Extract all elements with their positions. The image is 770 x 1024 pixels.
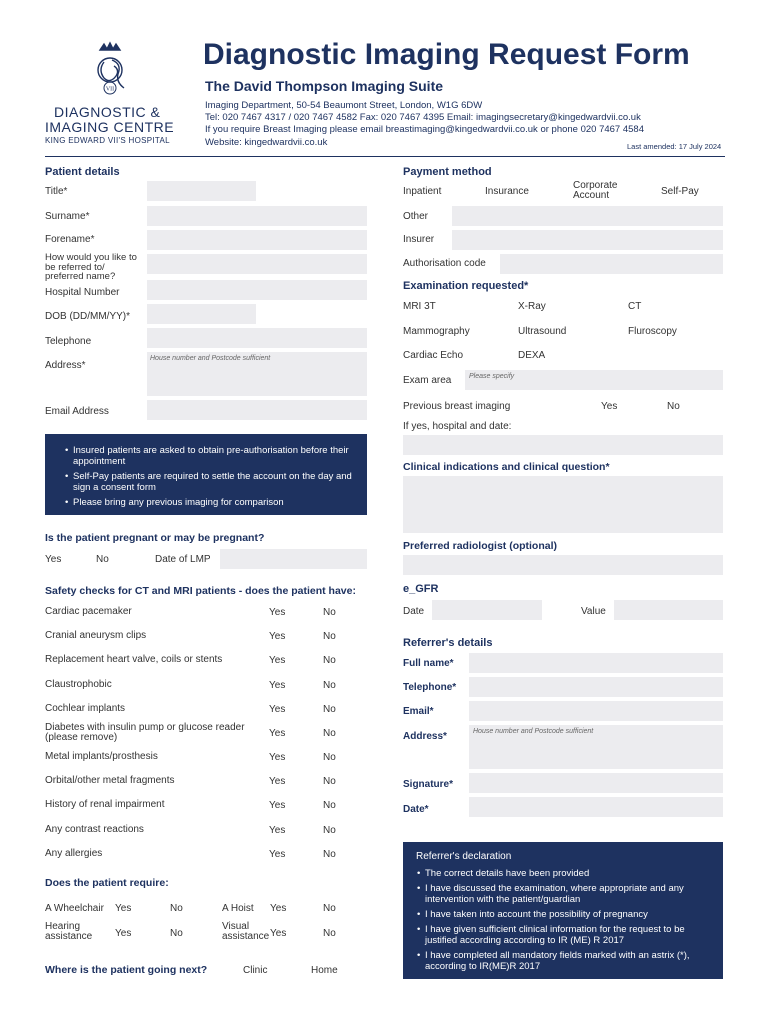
pregnant-yes[interactable]: Yes <box>45 554 62 565</box>
note-item: • Insured patients are asked to obtain pre-authorisation before their appointment <box>73 445 355 467</box>
clinical-heading: Clinical indications and clinical question* <box>403 461 610 473</box>
safety-yes-option[interactable]: Yes <box>269 849 286 860</box>
note-item: • Self-Pay patients are required to settle the account on the day and sign a consent form <box>73 471 355 493</box>
website-line: Website: kingedwardvii.co.uk <box>205 137 328 148</box>
prev-breast-label: Previous breast imaging <box>403 401 511 412</box>
exam-option[interactable]: X-Ray <box>518 301 546 312</box>
referrer-address-hint: House number and Postcode sufficient <box>473 728 594 735</box>
safety-heading: Safety checks for CT and MRI patients - does the patient have: <box>45 585 356 597</box>
payment-inpatient[interactable]: Inpatient <box>403 186 442 197</box>
last-amended: Last amended: 17 July 2024 <box>627 142 722 151</box>
referrer-address-field[interactable] <box>469 725 723 769</box>
lmp-field[interactable] <box>220 549 367 569</box>
payment-selfpay[interactable]: Self-Pay <box>661 186 699 197</box>
safety-row <box>45 825 367 847</box>
safety-no-option[interactable]: No <box>323 728 336 739</box>
safety-row <box>45 680 367 702</box>
exam-area-field[interactable] <box>465 370 723 390</box>
clinical-field[interactable] <box>403 476 723 533</box>
referrer-email-field[interactable] <box>469 701 723 721</box>
exam-option[interactable]: Fluroscopy <box>628 326 677 337</box>
safety-item-label: Claustrophobic <box>45 679 112 690</box>
page-title: Diagnostic Imaging Request Form <box>203 38 690 71</box>
prev-breast-yes[interactable]: Yes <box>601 401 618 412</box>
telephone-label: Telephone <box>45 336 92 347</box>
safety-no-option[interactable]: No <box>323 704 336 715</box>
hoist-no[interactable]: No <box>323 903 336 914</box>
safety-no-option[interactable]: No <box>323 631 336 642</box>
email-label: Email Address <box>45 406 109 417</box>
forename-label: Forename* <box>45 234 95 245</box>
logo-hospital: KING EDWARD VII'S HOSPITAL <box>45 136 170 145</box>
declaration-heading: Referrer's declaration <box>416 851 512 862</box>
going-home[interactable]: Home <box>311 965 338 976</box>
declaration-item: • I have discussed the examination, where appropriate and any intervention with the patient/guardian <box>425 883 715 905</box>
hoist-yes[interactable]: Yes <box>270 903 287 914</box>
referrer-heading: Referrer's details <box>403 637 493 649</box>
declaration-item: • I have given sufficient clinical information for the request to be justified according according to IR (ME) R 2017 <box>425 924 715 946</box>
safety-no-option[interactable]: No <box>323 607 336 618</box>
safety-item-label: Cochlear implants <box>45 703 126 714</box>
auth-code-label: Authorisation code <box>403 258 486 269</box>
insurer-label: Insurer <box>403 234 435 245</box>
pregnant-heading: Is the patient pregnant or may be pregnant? <box>45 532 265 544</box>
preferred-name-label: How would you like to be referred to/ preferred name? <box>45 252 137 282</box>
if-yes-label: If yes, hospital and date: <box>403 421 512 432</box>
visual-no[interactable]: No <box>323 928 336 939</box>
prev-breast-no[interactable]: No <box>667 401 680 412</box>
safety-item-label: Orbital/other metal fragments <box>45 775 175 786</box>
surname-label: Surname* <box>45 211 90 222</box>
email-field[interactable] <box>147 400 367 420</box>
declaration-item: • The correct details have been provided <box>425 868 715 879</box>
dept-address: Imaging Department, 50-54 Beaumont Street, London, W1G 6DW <box>205 100 483 111</box>
signature-field[interactable] <box>469 773 723 793</box>
hospital-number-label: Hospital Number <box>45 287 120 298</box>
exam-heading: Examination requested* <box>403 280 529 292</box>
pregnant-no[interactable]: No <box>96 554 109 565</box>
contact-line: Tel: 020 7467 4317 / 020 7467 4582 Fax: 020 7467 4395 Email: imagingsecretary@kingedwardvii.co.uk <box>205 112 641 123</box>
if-yes-field[interactable] <box>403 435 723 455</box>
safety-yes-option[interactable]: Yes <box>269 655 286 666</box>
other-field[interactable] <box>452 206 723 226</box>
exam-option[interactable]: DEXA <box>518 350 546 361</box>
safety-no-option[interactable]: No <box>323 849 336 860</box>
referrer-telephone-label: Telephone* <box>403 682 457 693</box>
safety-yes-option[interactable]: Yes <box>269 680 286 691</box>
hospital-number-field[interactable] <box>147 280 367 300</box>
safety-no-option[interactable]: No <box>323 680 336 691</box>
exam-options <box>403 300 723 370</box>
visual-label: Visual assistance <box>222 921 270 942</box>
referrer-name-field[interactable] <box>469 653 723 673</box>
safety-item-label: Replacement heart valve, coils or stents <box>45 654 223 665</box>
safety-row <box>45 723 367 745</box>
safety-no-option[interactable]: No <box>323 825 336 836</box>
dob-label: DOB (DD/MM/YY)* <box>45 311 130 322</box>
address-label: Address* <box>45 360 86 371</box>
title-field[interactable] <box>147 181 256 201</box>
logo <box>40 40 180 150</box>
safety-yes-option[interactable]: Yes <box>269 800 286 811</box>
safety-yes-option[interactable]: Yes <box>269 776 286 787</box>
exam-area-label: Exam area <box>403 375 452 386</box>
exam-option[interactable]: Mammography <box>403 326 470 337</box>
surname-field[interactable] <box>147 206 367 226</box>
visual-yes[interactable]: Yes <box>270 928 287 939</box>
safety-no-option[interactable]: No <box>323 655 336 666</box>
exam-option[interactable]: MRI 3T <box>403 301 436 312</box>
signature-label: Signature* <box>403 779 454 790</box>
exam-option[interactable]: CT <box>628 301 642 312</box>
wheelchair-yes[interactable]: Yes <box>115 903 132 914</box>
safety-item-label: Metal implants/prosthesis <box>45 751 158 762</box>
payment-insurance[interactable]: Insurance <box>485 186 529 197</box>
hoist-label: A Hoist <box>222 903 254 914</box>
radiologist-heading: Preferred radiologist (optional) <box>403 540 558 552</box>
referrer-email-label: Email* <box>403 706 434 717</box>
preferred-name-field[interactable] <box>147 254 367 274</box>
safety-row <box>45 800 367 822</box>
referrer-date-field[interactable] <box>469 797 723 817</box>
referrer-telephone-field[interactable] <box>469 677 723 697</box>
safety-item-label: History of renal impairment <box>45 799 165 810</box>
address-field[interactable] <box>147 352 367 396</box>
referrer-date-label: Date* <box>403 804 429 815</box>
safety-row <box>45 849 367 871</box>
suite-name: The David Thompson Imaging Suite <box>205 78 444 94</box>
referrer-name-label: Full name* <box>403 658 454 669</box>
logo-name-line2: IMAGING CENTRE <box>45 119 175 135</box>
safety-no-option[interactable]: No <box>323 800 336 811</box>
safety-row <box>45 607 367 629</box>
safety-row <box>45 631 367 653</box>
egfr-value-label: Value <box>581 606 606 617</box>
safety-checks-list <box>45 600 367 870</box>
safety-row <box>45 752 367 774</box>
safety-yes-option[interactable]: Yes <box>269 607 286 618</box>
auth-code-field[interactable] <box>500 254 723 274</box>
crown-monogram-icon <box>40 40 180 102</box>
going-clinic[interactable]: Clinic <box>243 965 268 976</box>
hearing-yes[interactable]: Yes <box>115 928 132 939</box>
safety-yes-option[interactable]: Yes <box>269 752 286 763</box>
payment-corporate[interactable]: Corporate Account <box>573 180 618 201</box>
safety-item-label: Cranial aneurysm clips <box>45 630 147 641</box>
safety-yes-option[interactable]: Yes <box>269 631 286 642</box>
lmp-label: Date of LMP <box>155 554 211 565</box>
hearing-label: Hearing assistance <box>45 921 93 942</box>
wheelchair-no[interactable]: No <box>170 903 183 914</box>
safety-row <box>45 655 367 677</box>
referrer-address-label: Address* <box>403 731 447 742</box>
payment-heading: Payment method <box>403 166 492 178</box>
logo-name-line1: DIAGNOSTIC & <box>54 104 161 120</box>
egfr-value-field[interactable] <box>614 600 723 620</box>
insurer-field[interactable] <box>452 230 723 250</box>
safety-item-label: Any allergies <box>45 848 103 859</box>
patient-heading: Patient details <box>45 166 120 178</box>
exam-option[interactable]: Cardiac Echo <box>403 350 464 361</box>
hearing-no[interactable]: No <box>170 928 183 939</box>
wheelchair-label: A Wheelchair <box>45 903 104 914</box>
forename-field[interactable] <box>147 230 367 250</box>
radiologist-field[interactable] <box>403 555 723 575</box>
safety-item-label: Any contrast reactions <box>45 824 144 835</box>
safety-row <box>45 776 367 798</box>
egfr-date-field[interactable] <box>432 600 542 620</box>
egfr-heading: e_GFR <box>403 583 439 595</box>
going-next-heading: Where is the patient going next? <box>45 964 208 976</box>
declaration-item: • I have taken into account the possibility of pregnancy <box>425 909 715 920</box>
safety-yes-option[interactable]: Yes <box>269 728 286 739</box>
address-hint: House number and Postcode sufficient <box>150 355 271 362</box>
declaration-box <box>403 842 723 979</box>
telephone-field[interactable] <box>147 328 367 348</box>
note-item: • Please bring any previous imaging for comparison <box>73 497 355 508</box>
safety-item-label: Cardiac pacemaker <box>45 606 132 617</box>
breast-imaging-line: If you require Breast Imaging please email breastimaging@kingedwardvii.co.uk or phone 020 7467 4584 <box>205 124 644 135</box>
safety-yes-option[interactable]: Yes <box>269 825 286 836</box>
safety-no-option[interactable]: No <box>323 776 336 787</box>
require-heading: Does the patient require: <box>45 877 169 889</box>
header-divider <box>45 156 725 157</box>
exam-area-hint: Please specify <box>469 373 515 380</box>
safety-item-label: Diabetes with insulin pump or glucose reader (please remove) <box>45 722 245 743</box>
dob-field[interactable] <box>147 304 256 324</box>
safety-no-option[interactable]: No <box>323 752 336 763</box>
svg-text:VII: VII <box>105 86 115 93</box>
other-label: Other <box>403 211 429 222</box>
title-label: Title* <box>45 186 68 197</box>
egfr-date-label: Date <box>403 606 425 617</box>
safety-yes-option[interactable]: Yes <box>269 704 286 715</box>
declaration-item: • I have completed all mandatory fields marked with an astrix (*), according to IR(ME)R 2017 <box>425 950 715 972</box>
info-notes-box <box>45 434 367 515</box>
exam-option[interactable]: Ultrasound <box>518 326 567 337</box>
